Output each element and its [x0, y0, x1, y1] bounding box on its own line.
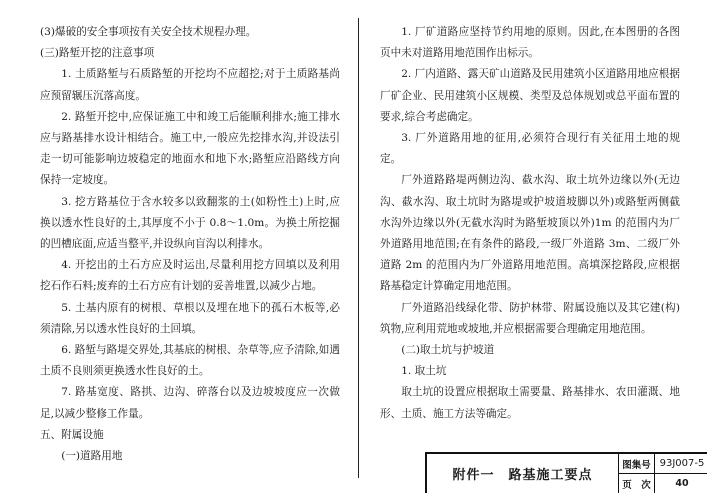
- paragraph: 7. 路基宽度、路拱、边沟、碎落台以及边坡坡度应一次做足,以减少整修工作量。: [40, 386, 340, 420]
- atlas-number-label: 图集号: [619, 454, 655, 474]
- paragraph: 2. 厂内道路、露天矿山道路及民用建筑小区道路用地应根据厂矿企业、民用建筑小区规模、类型及总体规划或总平面布置的要求,综合考虑确定。: [380, 68, 680, 123]
- paragraph: (3)爆破的安全事项按有关安全技术规程办理。: [40, 26, 257, 38]
- page-number-label: 页 次: [619, 474, 655, 493]
- paragraph: 厂外道路路堤两侧边沟、截水沟、取土坑外边缘以外(无边沟、截水沟、取土坑时为路堤或护坡道坡脚以外)或路堑两侧截水沟外边缘以外(无截水沟时为路堑坡顶以外)1m 的范围内为厂外道路用地范围;在有条件的路段,一级厂外道路 3m、二级厂外道路 2m 的范围内为厂外道路用地范围。高填深挖路段,应根据路基稳定计算确定用地范围。: [380, 174, 680, 293]
- paragraph: 1. 厂矿道路应坚持节约用地的原则。因此,在本图册的各图页中未对道路用地范围作出标示。: [380, 26, 680, 60]
- paragraph: 6. 路堑与路堤交界处,其基底的树根、杂草等,应予清除,如遇土质不良则须更换透水性良好的土。: [40, 344, 340, 378]
- page-number-value: 40: [675, 478, 689, 489]
- paragraph: 4. 开挖出的土石方应及时运出,尽量利用挖方回填以及利用挖石作石料;废弃的土石方应有计划的妥善堆置,以减少占地。: [40, 259, 340, 293]
- paragraph: 5. 土基内原有的树根、草根以及埋在地下的孤石木板等,必须清除,另以透水性良好的土回填。: [40, 301, 340, 335]
- column-divider: [358, 18, 359, 478]
- paragraph: (一)道路用地: [61, 450, 123, 463]
- document-title: 附件一 路基施工要点: [427, 454, 619, 493]
- paragraph: 2. 路堑开挖中,应保证施工中和竣工后能顺利排水;施工排水应与路基排水设计相结合。施工中,一般应先挖排水沟,并设法引走一切可能影响边坡稳定的地面水和地下水;路堑应沿路线方向保持一定坡度。: [40, 110, 340, 187]
- atlas-number-value: 93J007-5: [655, 454, 707, 474]
- right-column: [380, 22, 680, 425]
- paragraph: 3. 挖方路基位于含水较多以致翻浆的土(如粉性土)上时,应换以透水性良好的土,其厚度不小于 0.8～1.0m。为换土所挖掘的凹槽底面,应适当整平,并设纵向盲沟以利排水。: [40, 195, 340, 251]
- title-block: [425, 452, 707, 493]
- paragraph: (二)取土坑与护坡道: [401, 344, 495, 357]
- paragraph: 五、附属设施: [40, 428, 104, 441]
- left-column: [40, 22, 340, 467]
- paragraph: 3. 厂外道路用地的征用,必须符合现行有关征用土地的规定。: [380, 132, 680, 166]
- paragraph: (三)路堑开挖的注意事项: [40, 47, 155, 60]
- paragraph: 取土坑的设置应根据取土需要量、路基排水、农田灌溉、地形、土质、施工方法等确定。: [380, 386, 680, 420]
- paragraph: 1. 取土坑: [401, 365, 447, 378]
- paragraph: 厂外道路沿线绿化带、防护林带、附属设施以及其它建(构)筑物,应利用荒地或坡地,并应根据需要合理确定用地范围。: [380, 301, 680, 335]
- paragraph: 1. 土质路堑与石质路堑的开挖均不应超挖;对于土质路基尚应预留辗压沉落高度。: [40, 68, 340, 102]
